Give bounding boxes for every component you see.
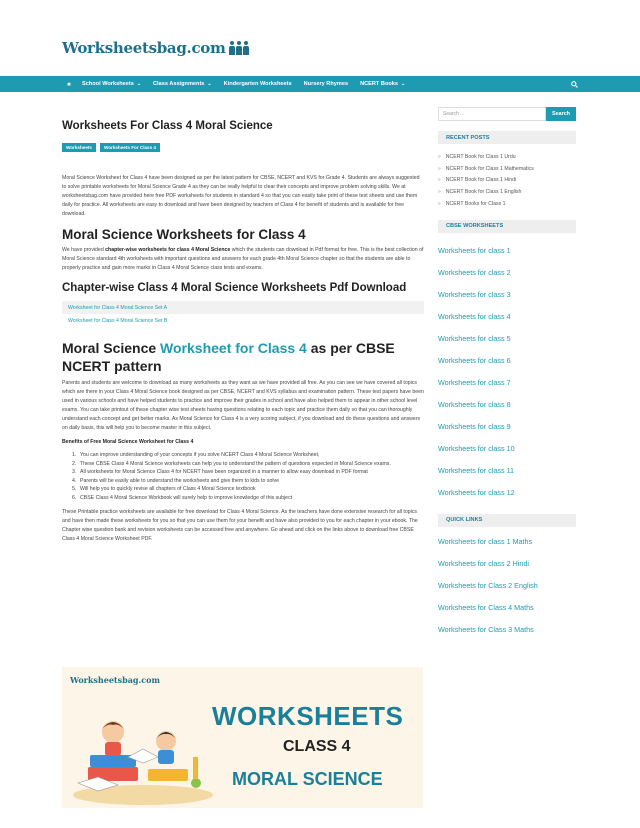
cbse-link-class-2[interactable]: Worksheets for class 2 (438, 268, 511, 278)
cbse-worksheets-title: CBSE WORKSHEETS (438, 220, 576, 233)
chevron-right-icon: » (438, 153, 441, 160)
cbse-link-class-3[interactable]: Worksheets for class 3 (438, 290, 511, 300)
download-list (62, 301, 424, 327)
nav-school-worksheets[interactable] (76, 76, 147, 92)
download-heading: Chapter-wise Class 4 Moral Science Worksheets Pdf Download (62, 282, 407, 294)
pattern-heading: Moral Science Worksheet for Class 4 as per CBSE NCERT pattern (62, 340, 395, 374)
list-item: 3. All worksheets for Moral Science Class 4 for NCERT have been organized in a manner to allow easy download in PDF format (72, 469, 368, 475)
quick-link[interactable]: Worksheets for class 1 Maths (438, 537, 533, 547)
nav-ncert-books[interactable] (354, 76, 411, 92)
nav-label: Nursery Rhymes (303, 81, 349, 87)
banner-title: WORKSHEETS (212, 701, 404, 731)
recent-posts-list (438, 151, 576, 210)
chevron-right-icon: » (438, 165, 441, 172)
cbse-link-class-5[interactable]: Worksheets for class 5 (438, 334, 511, 344)
cbse-link-class-12[interactable]: Worksheets for class 12 (438, 488, 515, 498)
sidebar (438, 107, 576, 641)
recent-post-link[interactable]: » NCERT Book for Class 1 Urdu (438, 153, 516, 160)
cbse-link-class-11[interactable]: Worksheets for class 11 (438, 466, 515, 476)
cbse-link-class-10[interactable]: Worksheets for class 10 (438, 444, 515, 454)
banner-logo: Worksheetsbag.com (70, 675, 160, 685)
quick-link[interactable]: Worksheets for class 2 Hindi (438, 559, 529, 569)
list-item: 1. You can improve understanding of your concepts if you solve NCERT Class 4 Moral Science Worksheet, (72, 452, 320, 458)
closing-paragraph: These Printable practice worksheets are available for free download for Class 4 Moral Science. As the teachers have done extensive research for all topics and have then made these worksheets for you so that you can use them for your benefit and have also provided to you for each chapter in your ebook. The Chapter wise question bank and revision worksheets can be accessed free and anywhere. Go ahead and click on the links above to download free CBSE Class 4 Moral Science Worksheet PDF. (62, 509, 418, 542)
nav-label: Class Assignments (153, 81, 205, 87)
quick-links-title: QUICK LINKS (438, 514, 576, 527)
recent-posts-title: RECENT POSTS (438, 131, 576, 144)
cbse-link-class-1[interactable]: Worksheets for class 1 (438, 246, 511, 256)
nav-class-assignments[interactable] (147, 76, 218, 92)
quick-link[interactable]: Worksheets for Class 3 Maths (438, 625, 534, 635)
logo-text: Worksheetsbag.com (62, 39, 226, 57)
recent-post-link[interactable]: » NCERT Book for Class 1 English (438, 189, 522, 196)
cbse-link-class-6[interactable]: Worksheets for class 6 (438, 356, 511, 366)
nav-kindergarten-worksheets[interactable] (218, 76, 298, 92)
search-button[interactable]: Search (546, 107, 576, 121)
tag-list (62, 143, 424, 152)
cbse-worksheets-list (438, 240, 576, 504)
list-item: 5. Will help you to quickly revise all chapters of Class 4 Moral Science textbook (72, 486, 256, 492)
list-item: 4. Parents will be easily able to understand the worksheets and give them to kids to solve (72, 477, 279, 484)
nav-label: Kindergarten Worksheets (223, 81, 292, 87)
section-heading: Moral Science Worksheets for Class 4 (62, 227, 306, 242)
quick-link[interactable]: Worksheets for Class 2 English (438, 581, 538, 591)
chevron-right-icon: » (438, 201, 441, 208)
download-link-set-b[interactable]: Worksheet for Class 4 Moral Science Set B (68, 317, 168, 324)
chevron-right-icon: » (438, 189, 441, 196)
search-icon[interactable] (571, 76, 578, 92)
recent-post-link[interactable]: » NCERT Book for Class 1 Hindi (438, 177, 517, 184)
kids-icon (228, 41, 249, 55)
chevron-down-icon: ⌄ (401, 81, 406, 87)
main-nav (0, 76, 640, 92)
quick-links-list (438, 531, 576, 641)
pattern-paragraph: Parents and students are welcome to download as many worksheets as they want as we have provided all free. As you can see we have covered all topics which are there in your Class 4 Moral Science book designed as per CBSE, NCERT and KVS syllabus and examination pattern. These test papers have been used in various schools and have helped students to practice and improve their grades in school and have also helped them to appear in other school level exams. You can take printout of these chapter wise test sheets having questions relating to each topic and practice them daily so that you can thoroughly understand each concept and get better marks. As Moral Science for Class 4 is a very scoring subject, if you download and do these questions and answers on daily basis, this will help you to become master in this subject. (62, 380, 424, 431)
site-logo[interactable] (62, 36, 249, 60)
cbse-link-class-9[interactable]: Worksheets for class 9 (438, 422, 511, 432)
chevron-right-icon: » (438, 177, 441, 184)
list-item: 2. These CBSE Class 4 Moral Science worksheets can help you to understand the pattern of questions expected in Moral Science exams. (72, 460, 391, 467)
quick-link[interactable]: Worksheets for Class 4 Maths (438, 603, 534, 613)
nav-nursery-rhymes[interactable] (298, 76, 354, 92)
nav-label: School Worksheets (82, 81, 134, 87)
description-paragraph: We have provided chapter-wise worksheets for class 4 Moral Science which the students can download in Pdf format for free. This is the best collection of Moral Science standard 4th worksheets with important questions and answers for each grade 4th Moral Science chapter so that the students are able to properly practice and gain more marks in Class 4 Moral Science class tests and exams. (62, 247, 424, 271)
download-link-set-a[interactable]: Worksheet for Class 4 Moral Science Set A (62, 301, 424, 314)
heading-link[interactable]: Worksheet for Class 4 (160, 340, 307, 356)
search-form (438, 107, 576, 121)
banner-subject: MORAL SCIENCE (232, 769, 383, 789)
benefits-list (62, 451, 424, 502)
benefits-title: Benefits of Free Moral Science Worksheet for Class 4 (62, 439, 194, 445)
kids-reading-illustration (68, 697, 218, 807)
tag-worksheets-class-4[interactable]: Worksheets For Class 4 (100, 143, 160, 152)
page-title: Worksheets For Class 4 Moral Science (62, 120, 273, 132)
article (62, 110, 424, 544)
banner-class: CLASS 4 (283, 738, 351, 755)
worksheet-banner-image (62, 667, 423, 808)
search-input[interactable]: Search ... (438, 107, 546, 121)
list-item: 6. CBSE Class 4 Moral Science Workbook will surely help to improve knowledge of this subject (72, 494, 293, 501)
cbse-link-class-4[interactable]: Worksheets for class 4 (438, 312, 511, 322)
cbse-link-class-7[interactable]: Worksheets for class 7 (438, 378, 511, 388)
cbse-link-class-8[interactable]: Worksheets for class 8 (438, 400, 511, 410)
recent-post-link[interactable]: » NCERT Books for Class 1 (438, 201, 506, 208)
tag-worksheets[interactable]: Worksheets (62, 143, 96, 152)
home-icon[interactable] (62, 76, 76, 92)
chevron-down-icon: ⌄ (136, 81, 142, 87)
recent-post-link[interactable]: » NCERT Book for Class 1 Mathematics (438, 165, 534, 172)
chevron-down-icon: ⌄ (207, 81, 212, 87)
nav-label: NCERT Books (360, 81, 398, 87)
intro-paragraph: Moral Science Worksheet for Class 4 have been designed as per the latest pattern for CBSE, NCERT and KVS for Grade 4. Students are always suggested to solve printable worksheets for Moral Science Grade 4 as they can be really helpful to clear their concepts and improve problem solving skills. We at worksheetsbag.com have provided here free PDF worksheets for students in standard 4 so that you can easily take print of these test sheets and use them daily for practice. All worksheets are easy to download and have been designed by teachers of Class 4 for benefit of students and is available for free download. (62, 175, 420, 217)
